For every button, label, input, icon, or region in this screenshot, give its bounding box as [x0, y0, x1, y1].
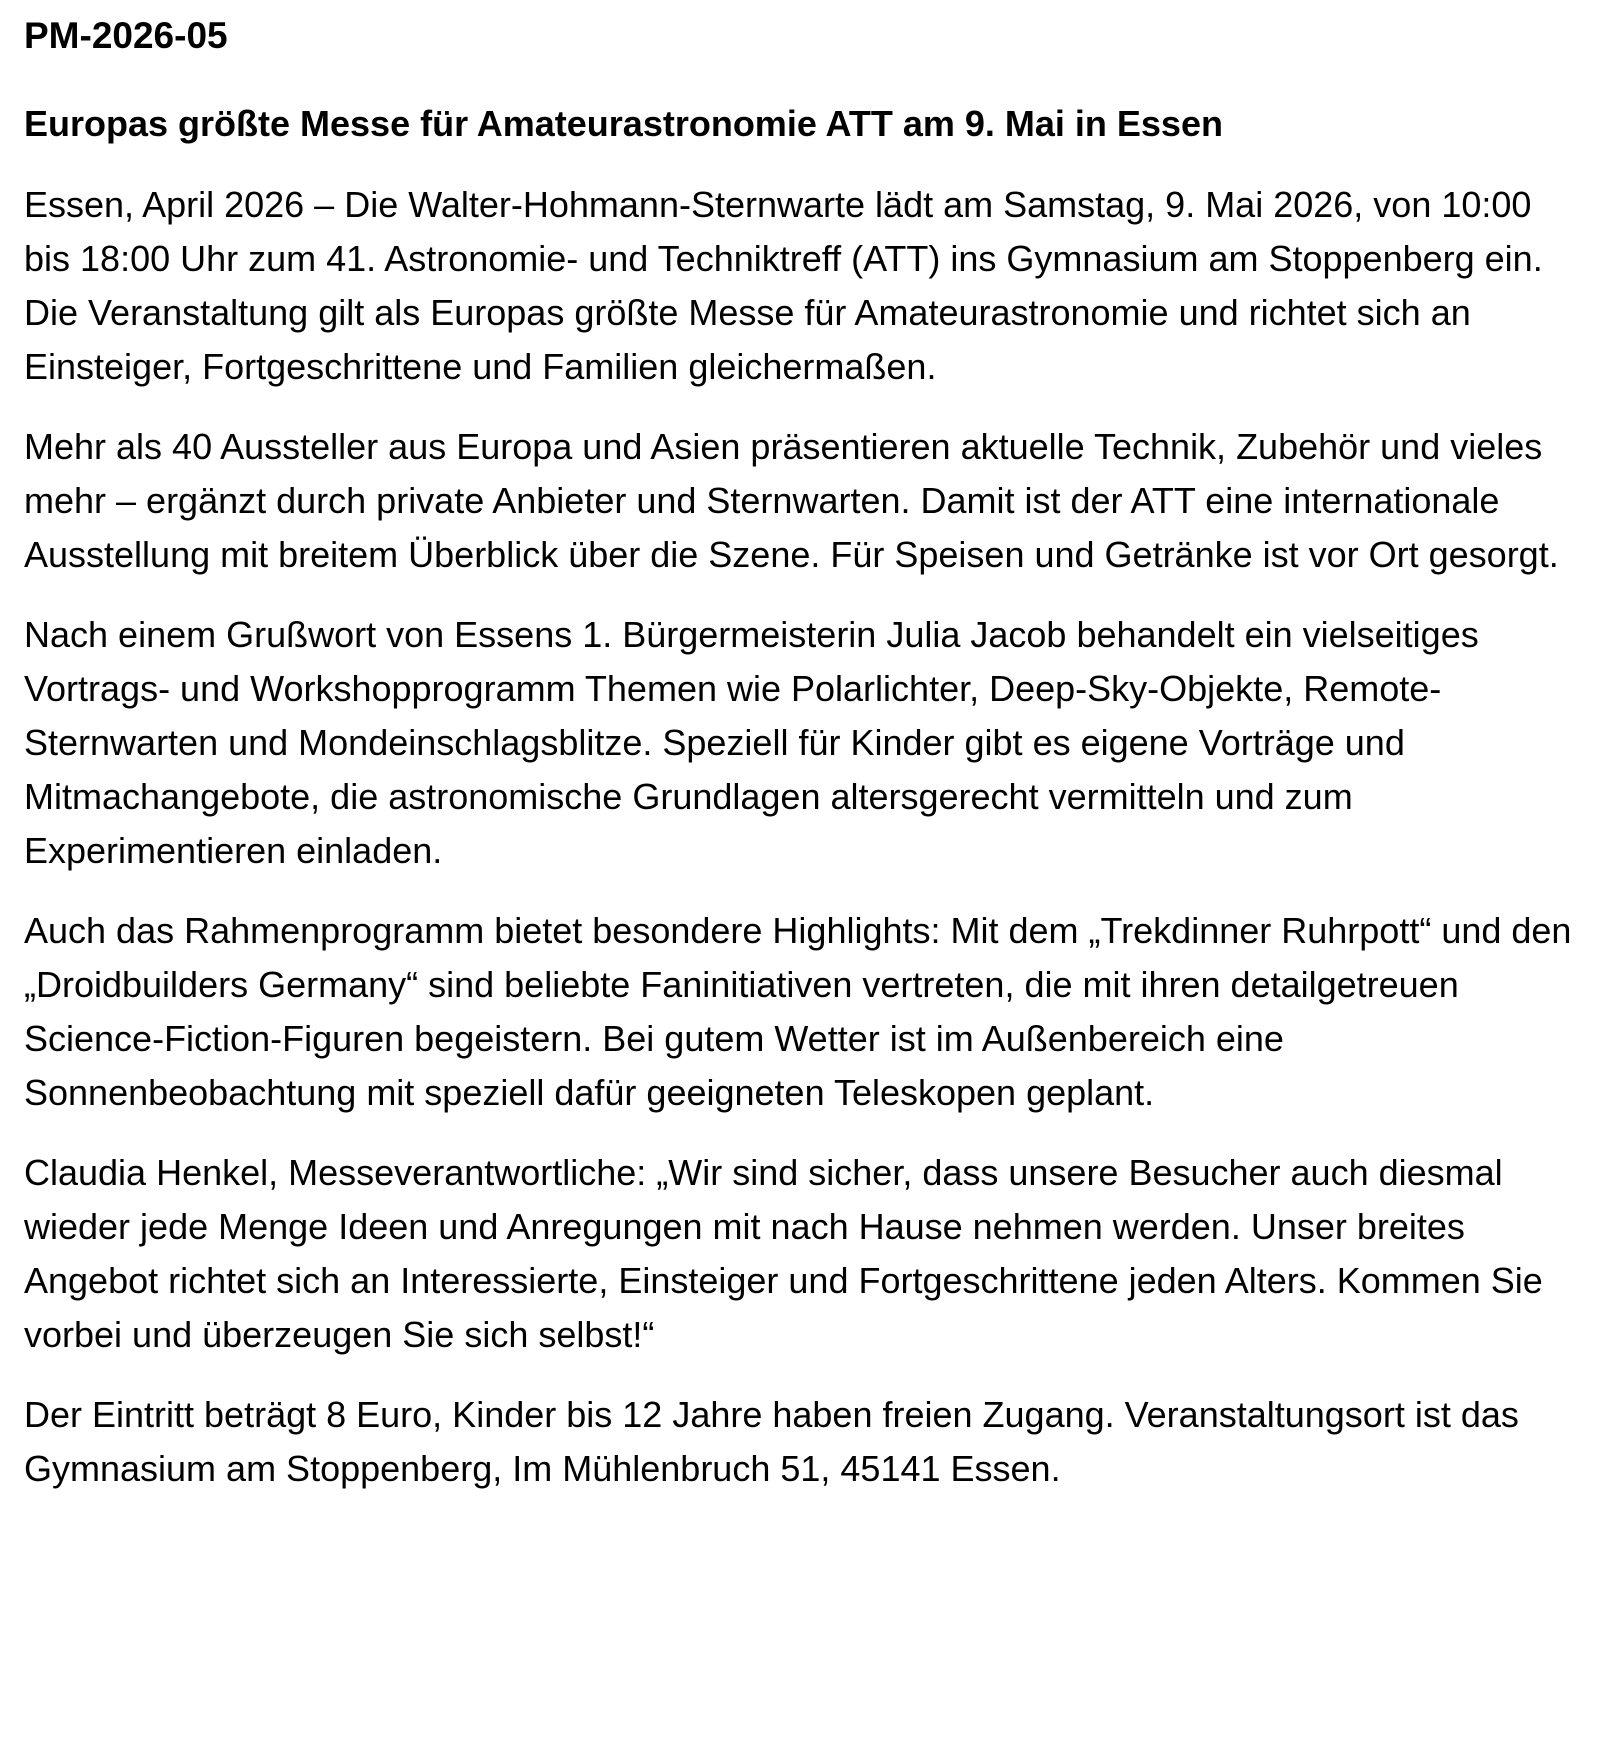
paragraph-intro: Essen, April 2026 – Die Walter-Hohmann-Sternwarte lädt am Samstag, 9. Mai 2026, von 10:00 bis 18:00 Uhr zum 41. Astronomie- und Techniktreff (ATT) ins Gymnasium am Stoppenberg ein. Die Veranstaltung gilt als Europas größte Messe für Amateurastronomie und richtet sich an Einsteiger, Fortgeschrittene und Familien gleichermaßen. [24, 184, 1543, 387]
paragraph-quote: Claudia Henkel, Messeverantwortliche: „Wir sind sicher, dass unsere Besucher auch diesmal wieder jede Menge Ideen und Anregungen mit nach Hause nehmen werden. Unser breites Angebot richtet sich an Interessierte, Einsteiger und Fortgeschrittene jeden Alters. Kommen Sie vorbei und überzeugen Sie sich selbst!“ [24, 1152, 1543, 1355]
paragraph-program: Nach einem Grußwort von Essens 1. Bürgermeisterin Julia Jacob behandelt ein vielseitiges Vortrags- und Workshopprogramm Themen wie Polarlichter, Deep-Sky-Objekte, Remote-Sternwarten und Mondeinschlagsblitze. Speziell für Kinder gibt es eigene Vorträge und Mitmachangebote, die astronomische Grundlagen altersgerecht vermitteln und zum Experimentieren einladen. [24, 614, 1479, 871]
paragraph-exhibitors: Mehr als 40 Aussteller aus Europa und Asien präsentieren aktuelle Technik, Zubehör und vieles mehr – ergänzt durch private Anbieter und Sternwarten. Damit ist der ATT eine internationale Ausstellung mit breitem Überblick über die Szene. Für Speisen und Getränke ist vor Ort gesorgt. [24, 426, 1559, 575]
document-id: PM-2026-05 [24, 15, 228, 56]
paragraph-admission: Der Eintritt beträgt 8 Euro, Kinder bis 12 Jahre haben freien Zugang. Veranstaltungsort ist das Gymnasium am Stoppenberg, Im Mühlenbruch 51, 45141 Essen. [24, 1394, 1519, 1489]
press-release-headline: Europas größte Messe für Amateurastronomie ATT am 9. Mai in Essen [24, 103, 1223, 144]
paragraph-highlights: Auch das Rahmenprogramm bietet besondere Highlights: Mit dem „Trekdinner Ruhrpott“ und den „Droidbuilders Germany“ sind beliebte Faninitiativen vertreten, die mit ihren detailgetreuen Science-Fiction-Figuren begeistern. Bei gutem Wetter ist im Außenbereich eine Sonnenbeobachtung mit speziell dafür geeigneten Teleskopen geplant. [24, 910, 1572, 1113]
